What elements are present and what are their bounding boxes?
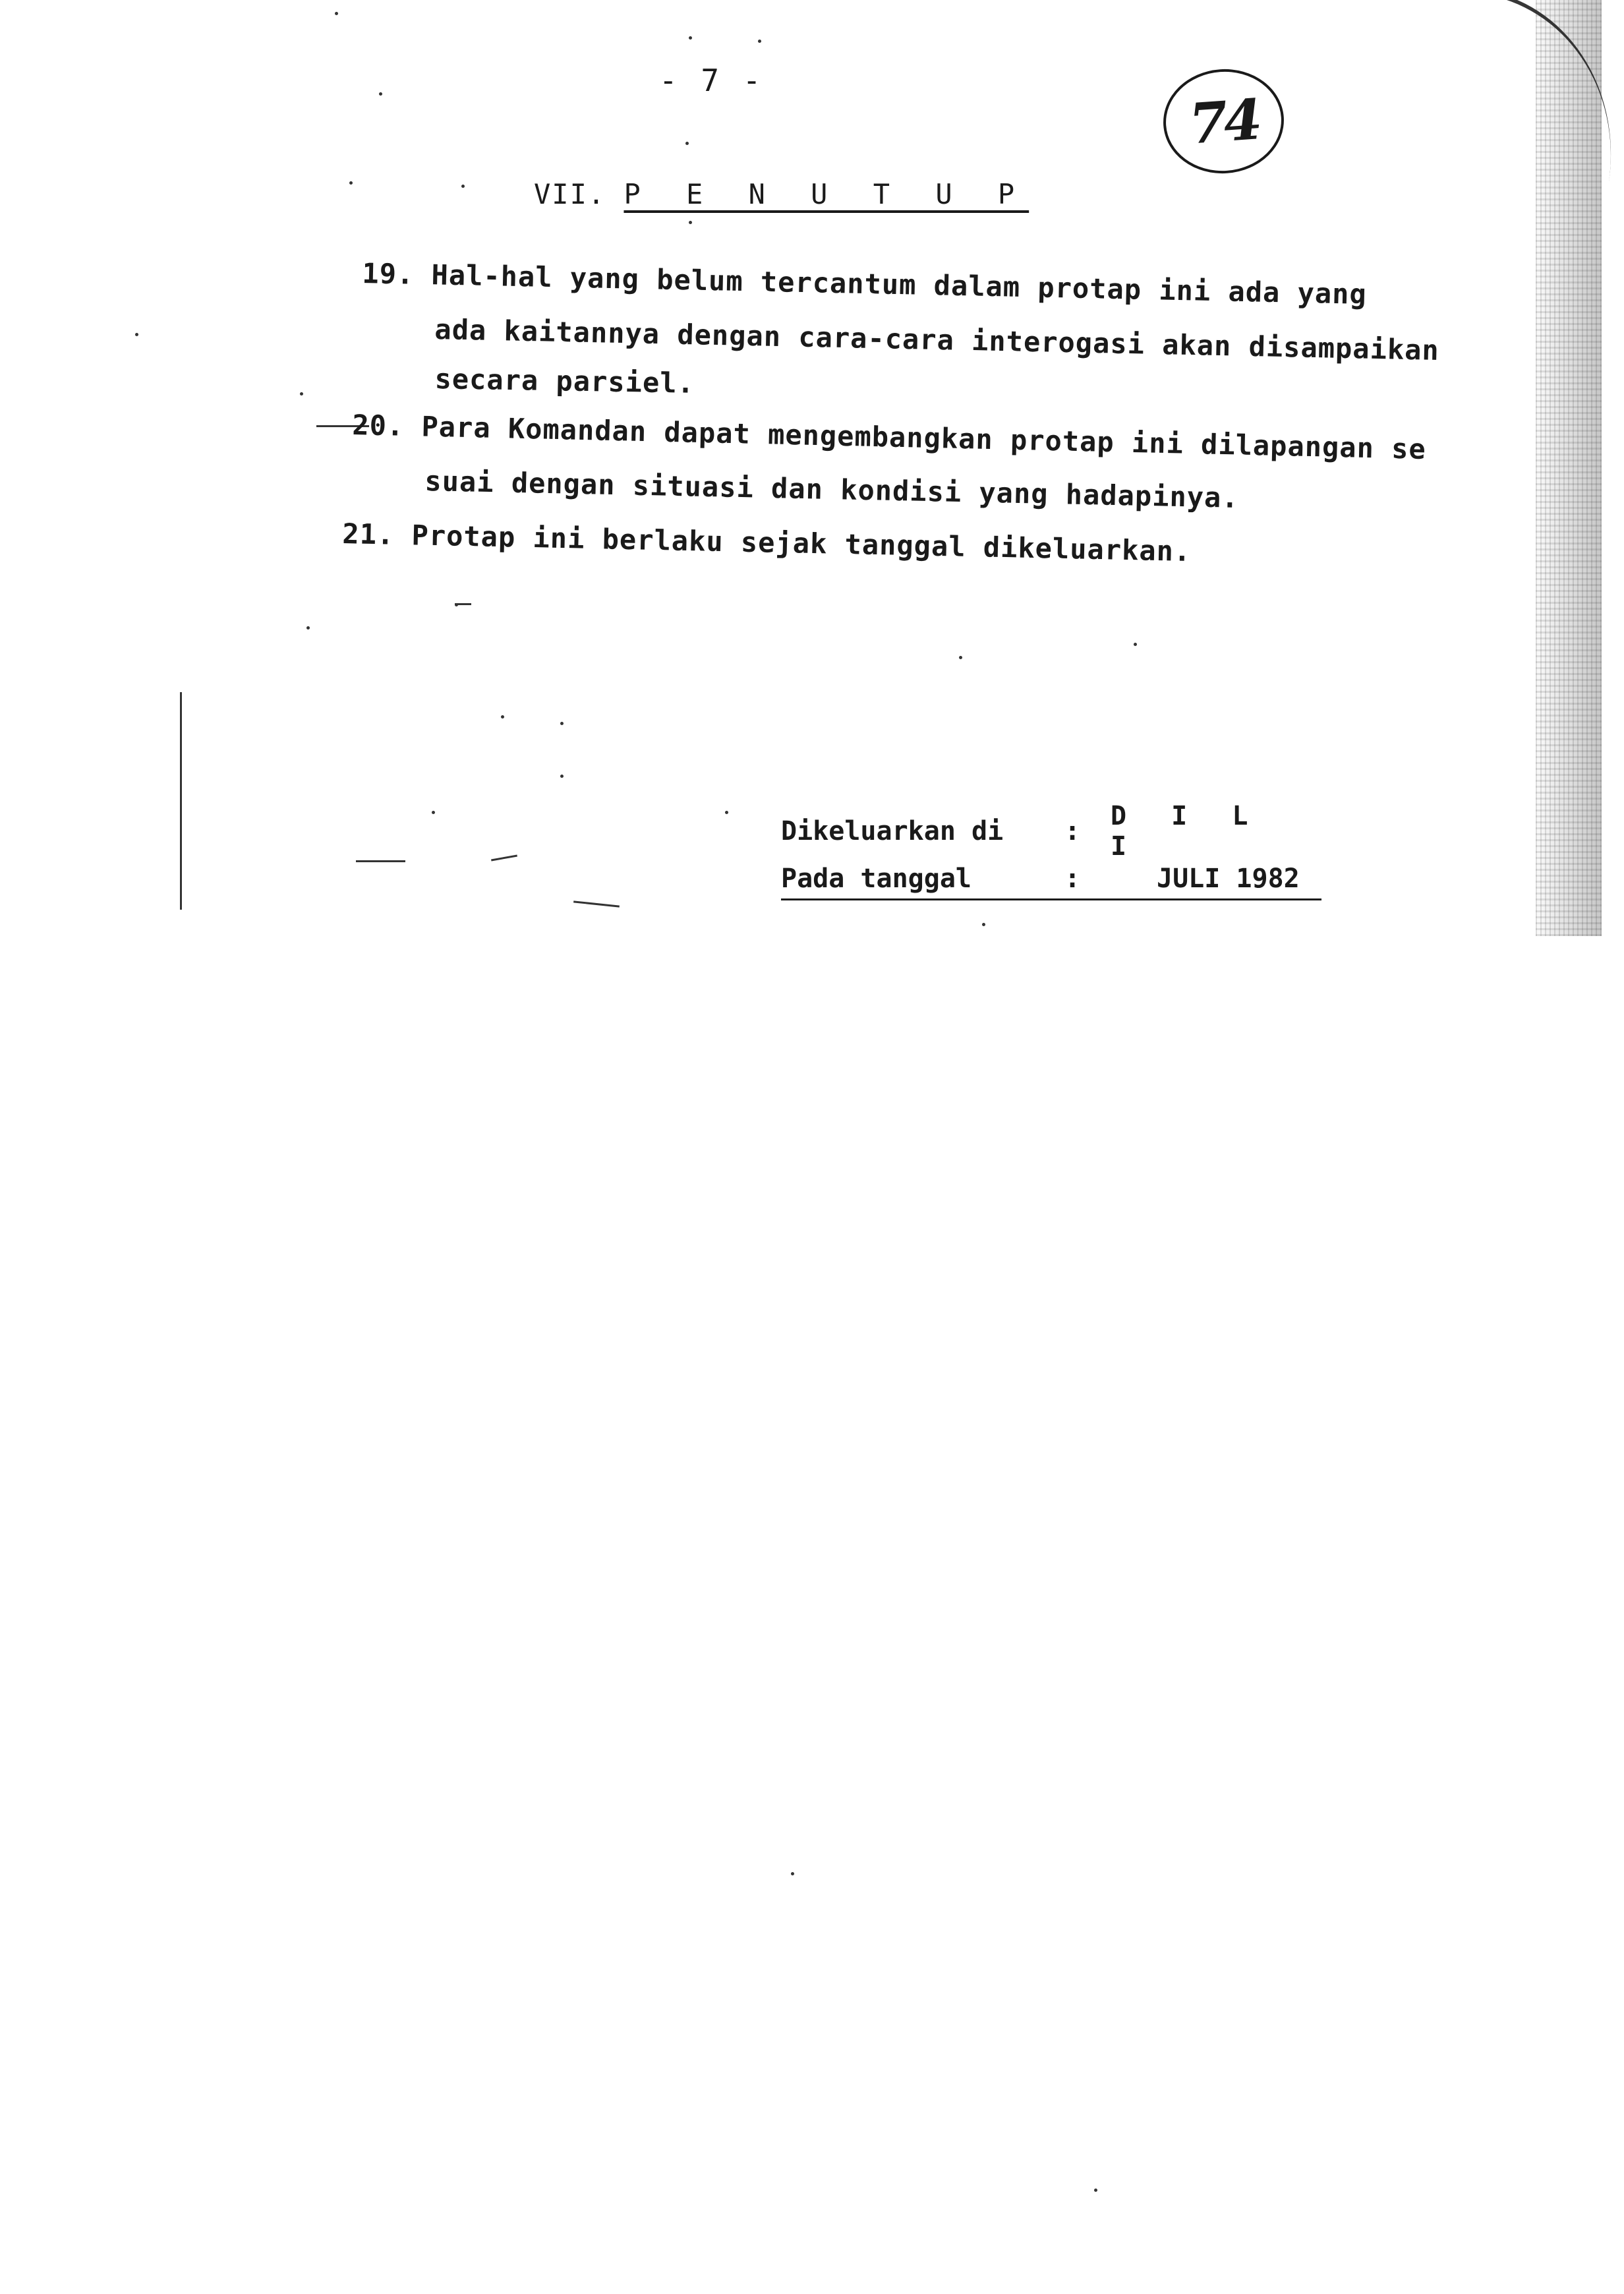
issued-date-label: Pada tanggal xyxy=(781,864,972,894)
archive-stamp xyxy=(1160,65,1288,177)
issued-at-separator: : xyxy=(1064,816,1081,846)
paragraph-19-line-3: secara parsiel. xyxy=(434,363,695,399)
issued-date-value: JULI 1982 xyxy=(1157,864,1300,894)
scan-mark xyxy=(455,603,471,605)
issued-at-value: D I L I xyxy=(1111,801,1263,862)
section-title: P E N U T U P xyxy=(624,178,1030,210)
scan-speck xyxy=(135,333,138,336)
scan-speck xyxy=(560,722,564,725)
scan-speck xyxy=(725,811,728,814)
section-number: VII. xyxy=(534,178,606,210)
scan-speck xyxy=(1134,643,1137,646)
scan-speck xyxy=(379,92,382,96)
section-heading xyxy=(534,178,1029,210)
scan-speck xyxy=(791,1872,794,1875)
page-number: - 7 - xyxy=(659,63,764,98)
archive-stamp-number: 74 xyxy=(1186,86,1261,157)
scan-speck xyxy=(432,811,435,814)
paragraph-19-line-2: ada kaitannya dengan cara-cara interogasi akan disampaikan xyxy=(434,313,1440,367)
scan-speck xyxy=(335,12,338,15)
paragraph-19-line-1: 19. Hal-hal yang belum tercantum dalam protap ini ada yang xyxy=(361,257,1368,310)
scan-speck xyxy=(982,923,985,926)
scan-mark xyxy=(573,900,620,907)
scan-speck xyxy=(689,221,692,224)
scan-speck xyxy=(306,626,310,630)
scan-speck xyxy=(1094,2189,1097,2192)
scan-speck xyxy=(300,392,303,396)
scan-mark xyxy=(356,860,405,862)
issued-at-row xyxy=(781,801,1321,862)
scan-speck xyxy=(959,656,962,659)
scan-speck xyxy=(560,775,564,778)
scan-speck xyxy=(685,142,689,145)
issued-date-row xyxy=(781,855,1321,902)
issuance-underline xyxy=(781,898,1321,900)
scan-speck xyxy=(461,185,465,188)
scan-speck xyxy=(501,715,504,719)
issuance-block xyxy=(781,801,1321,900)
left-margin-rule xyxy=(180,692,182,910)
scan-speck xyxy=(689,36,692,40)
scan-mark xyxy=(491,855,517,862)
issued-at-label: Dikeluarkan di xyxy=(781,816,1004,846)
paragraph-20-line-1: 20. Para Komandan dapat mengembangkan protap ini dilapangan se xyxy=(351,409,1427,465)
issued-date-separator: : xyxy=(1064,864,1081,894)
paragraph-21-line-1: 21. Protap ini berlaku sejak tanggal dikeluarkan. xyxy=(341,517,1192,568)
scan-speck xyxy=(349,181,353,185)
paragraph-20-line-2: suai dengan situasi dan kondisi yang hadapinya. xyxy=(424,465,1240,514)
scan-speck xyxy=(758,40,761,43)
